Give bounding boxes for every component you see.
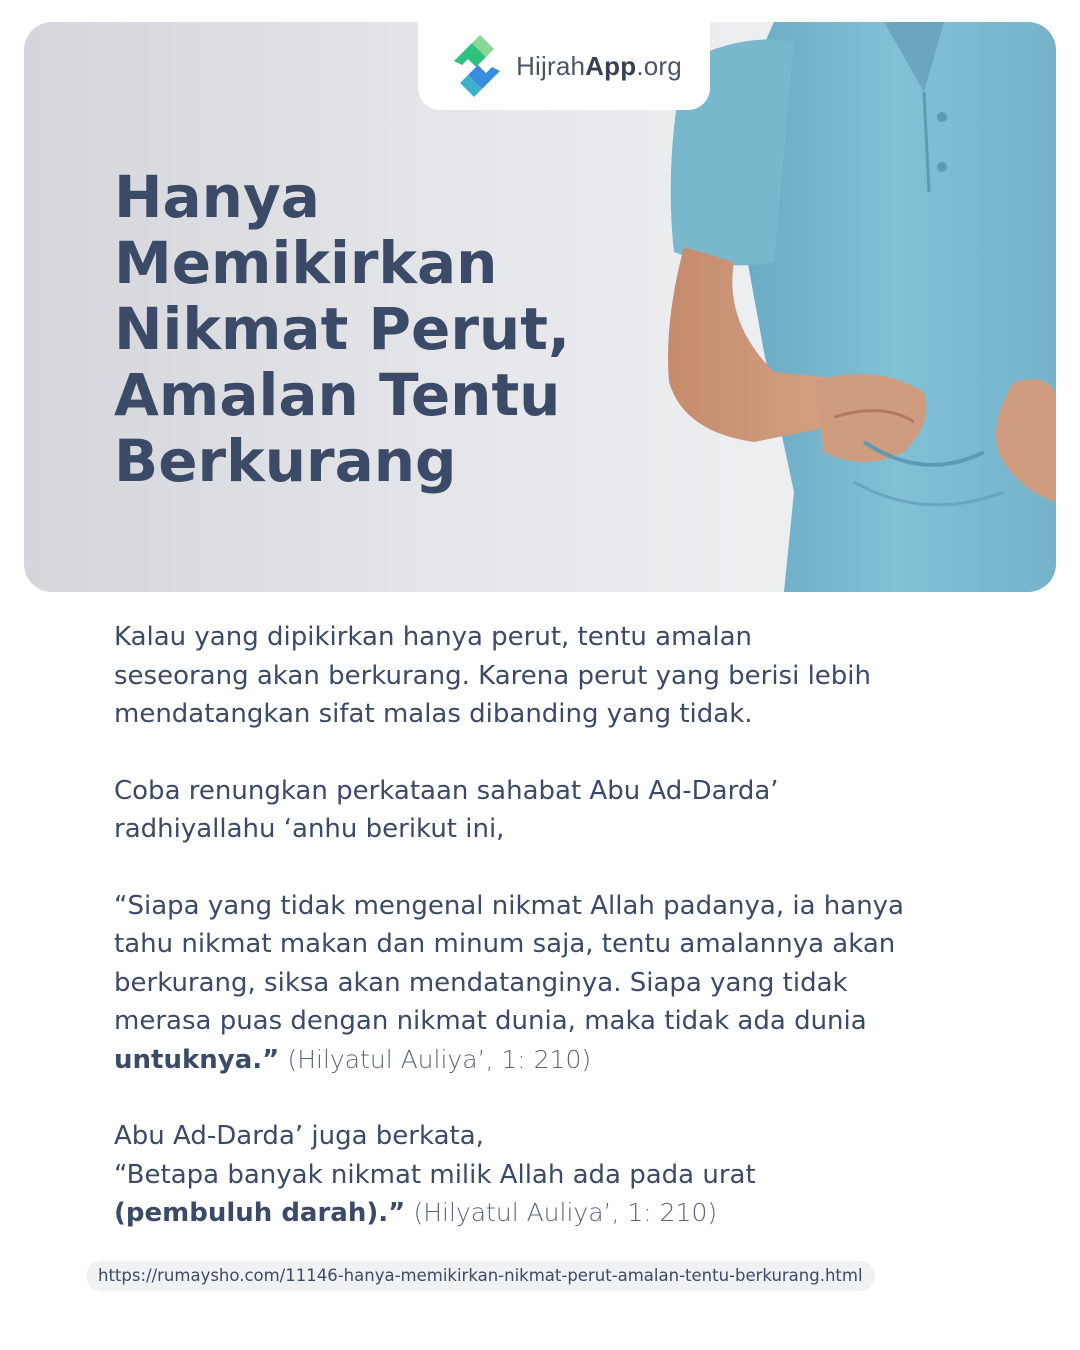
logo-tab[interactable] bbox=[418, 22, 710, 110]
title-line: Nikmat Perut, bbox=[114, 295, 570, 363]
logo-wordmark: HijrahApp.org bbox=[516, 50, 682, 81]
quote-paragraph-1: “Siapa yang tidak mengenal nikmat Allah padanya, ia hanya tahu nikmat makan dan minum saja, tentu amalannya akan berkurang, siksa akan mendatanginya. Siapa yang tidak merasa puas dengan nikmat dunia, maka tidak ada dunia untuknya.” (Hilyatul Auliya’, 1: 210) bbox=[114, 890, 904, 1075]
hero-banner bbox=[24, 22, 1056, 592]
hero-title bbox=[114, 164, 634, 494]
citation: (Hilyatul Auliya’, 1: 210) bbox=[413, 1198, 718, 1227]
paragraph-lead-in: Coba renungkan perkataan sahabat Abu Ad-Darda’ radhiyallahu ‘anhu berikut ini, bbox=[114, 775, 779, 844]
article-body bbox=[114, 618, 1034, 1271]
quote-paragraph-2: Abu Ad-Darda’ juga berkata, “Betapa banyak nikmat milik Allah ada pada urat (pembuluh darah).” (Hilyatul Auliya’, 1: 210) bbox=[114, 1121, 756, 1228]
title-line: Hanya bbox=[114, 163, 320, 231]
title-line: Amalan Tentu bbox=[114, 361, 561, 429]
source-url-link[interactable]: https://rumaysho.com/11146-hanya-memikirkan-nikmat-perut-amalan-tentu-berkurang.html bbox=[86, 1261, 875, 1291]
title-line: Berkurang bbox=[114, 427, 457, 495]
paragraph-intro: Kalau yang dipikirkan hanya perut, tentu amalan seseorang akan berkurang. Karena perut yang berisi lebih mendatangkan sifat malas dibanding yang tidak. bbox=[114, 622, 872, 729]
citation: (Hilyatul Auliya’, 1: 210) bbox=[287, 1044, 592, 1074]
title-line: Memikirkan bbox=[114, 229, 498, 297]
hijrahapp-logo-icon bbox=[446, 35, 508, 97]
